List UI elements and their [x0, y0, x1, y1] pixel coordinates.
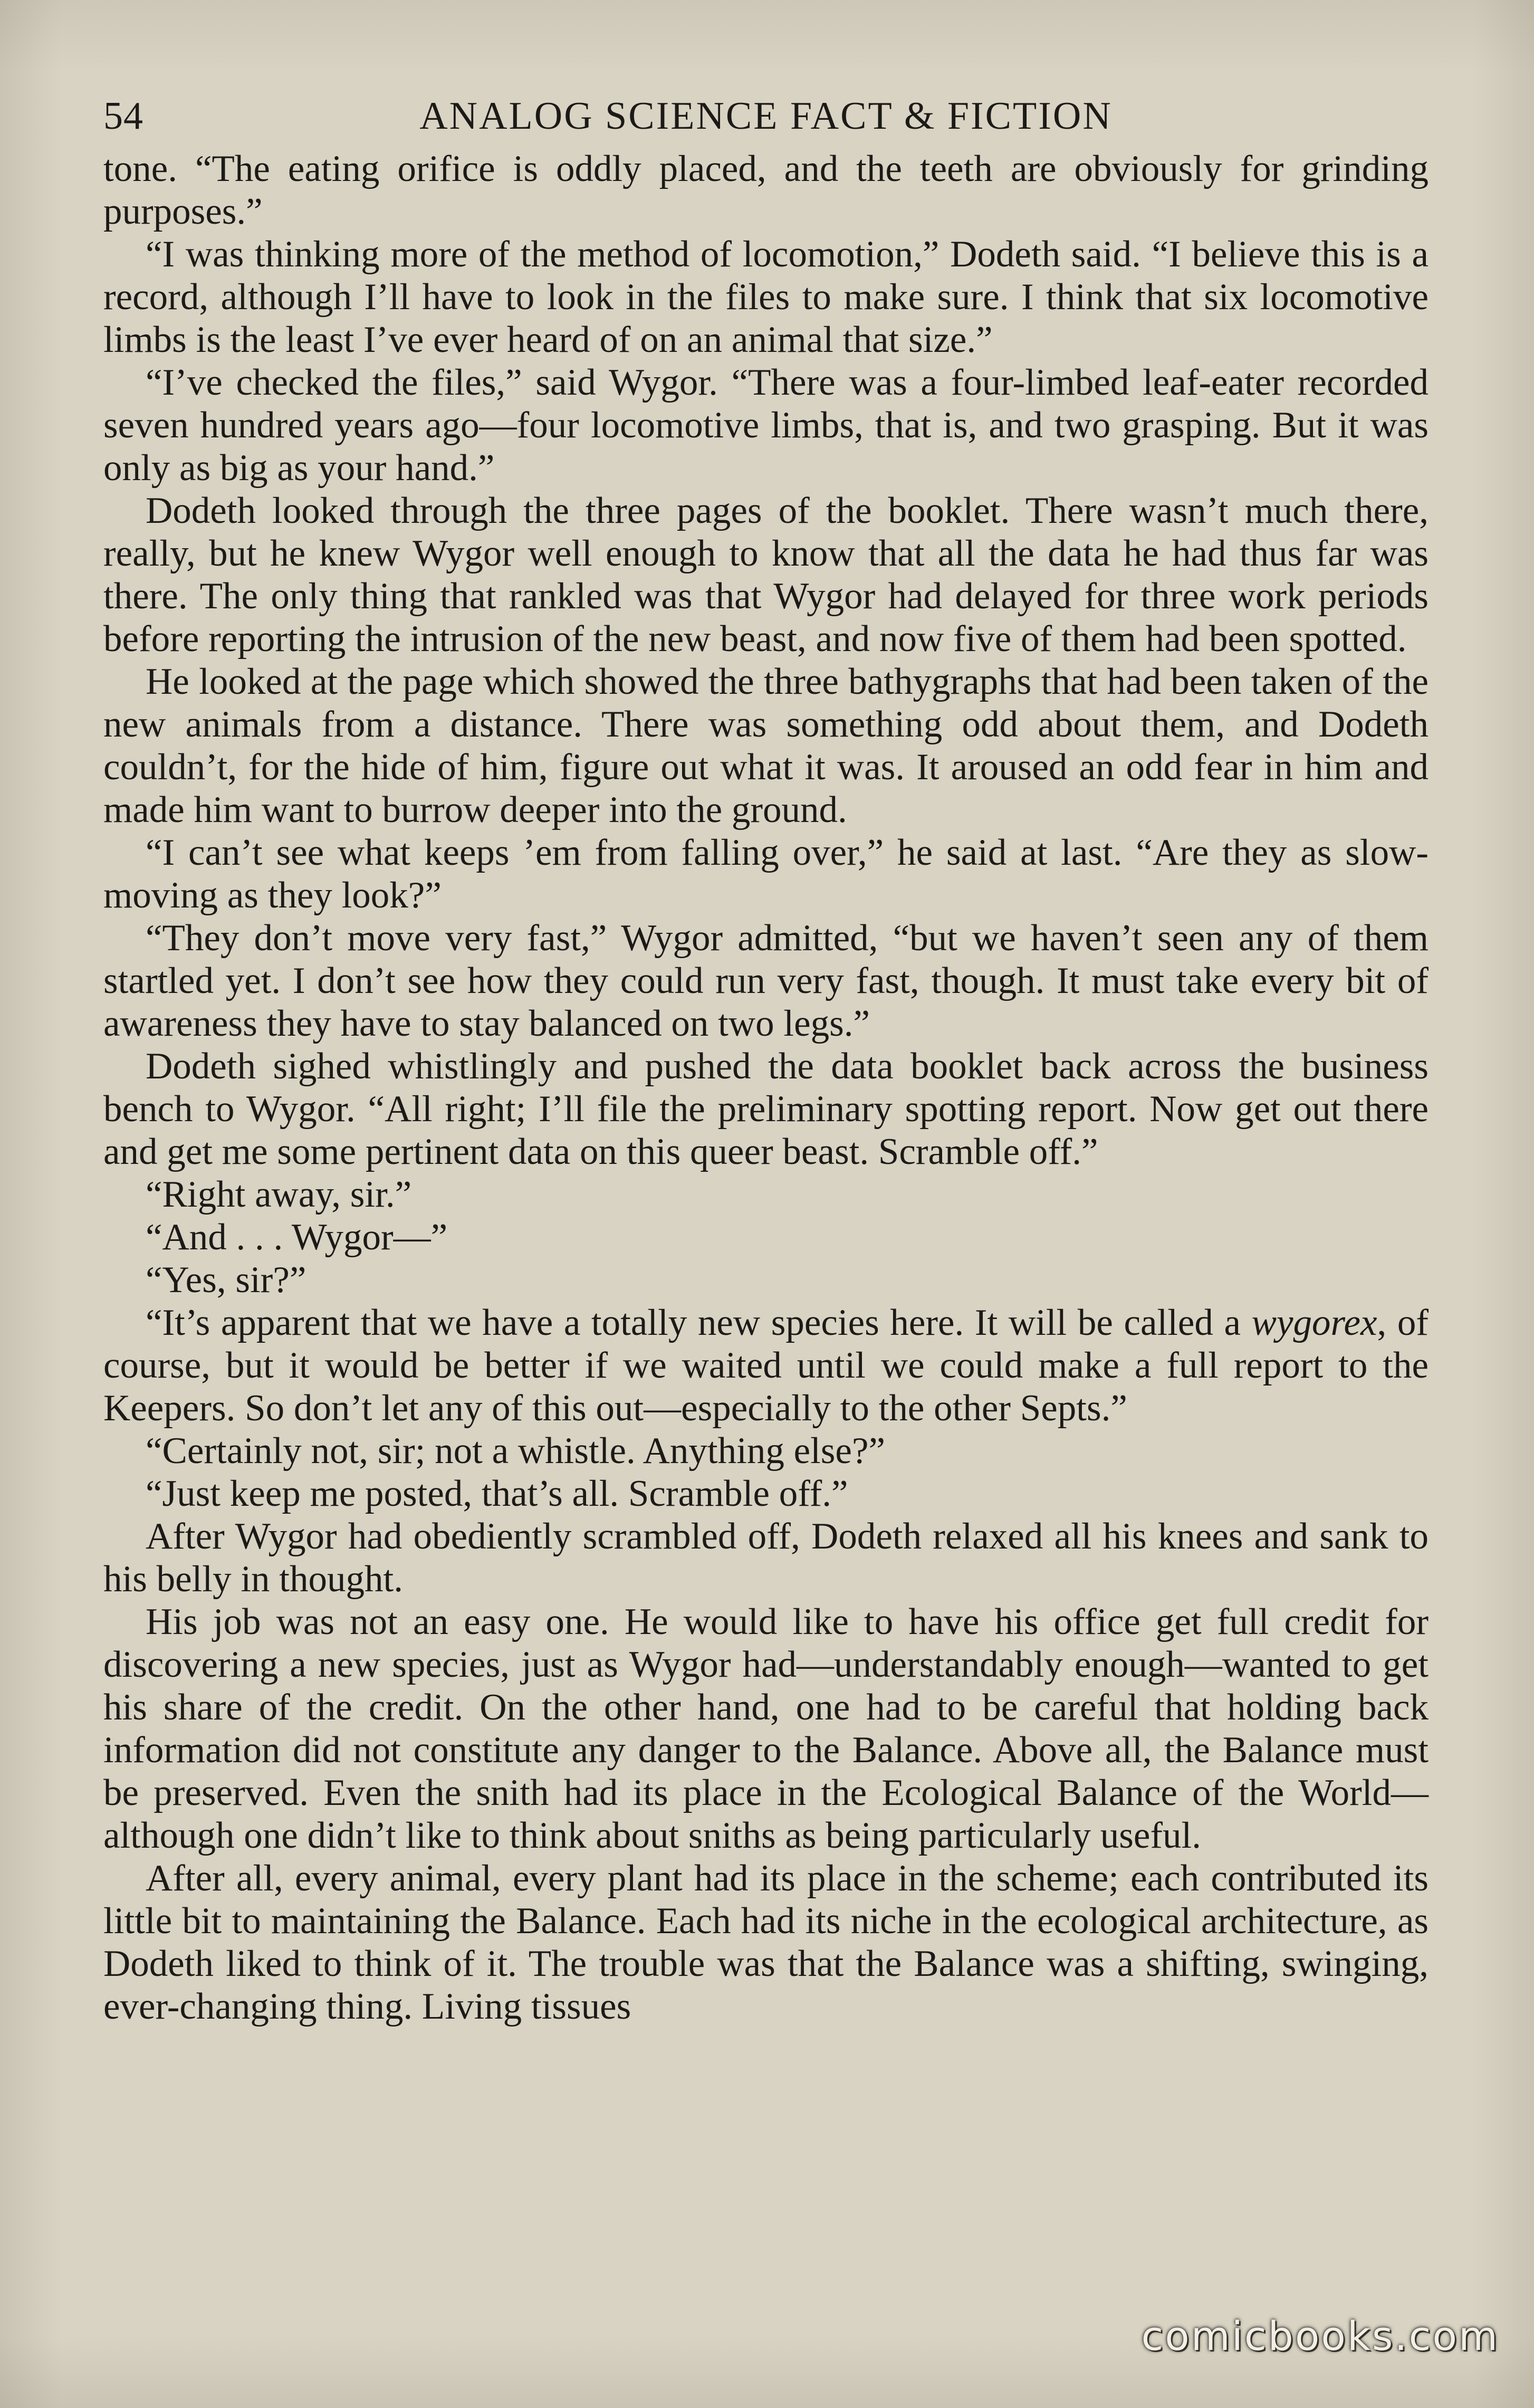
body-text — [103, 148, 1428, 2028]
paragraph: “I’ve checked the files,” said Wygor. “There was a four-limbed leaf-eater recorded seven hundred years ago—four locomotive limbs, that is, and two grasping. But it was only as big as your hand.” — [103, 362, 1428, 489]
paragraph — [103, 1302, 1428, 1430]
paragraph: After Wygor had obediently scrambled off, Dodeth relaxed all his knees and sank to his belly in thought. — [103, 1516, 1428, 1600]
paragraph: “Right away, sir.” — [146, 1174, 412, 1215]
paragraph: Dodeth sighed whistlingly and pushed the data booklet back across the business bench to Wygor. “All right; I’ll file the preliminary spotting report. Now get out there and get me some pertinent data on this queer beast. Scramble off.” — [103, 1046, 1428, 1172]
paragraph-text: , of course, but it would be better if we waited until we could make a full report to the Keepers. So don’t let any of this out—especially to the other Septs.” — [103, 1302, 1428, 1429]
paragraph: Dodeth looked through the three pages of the booklet. There wasn’t much there, really, but he knew Wygor well enough to know that all the data he had thus far was there. The only thing that rankled was that Wygor had delayed for three work periods before reporting the intrusion of the new beast, and now five of them had been spotted. — [103, 490, 1428, 660]
page-number: 54 — [103, 94, 143, 138]
running-title: ANALOG SCIENCE FACT & FICTION — [419, 94, 1113, 138]
paragraph: “They don’t move very fast,” Wygor admitted, “but we haven’t seen any of them startled yet. I don’t see how they could run very fast, though. It must take every bit of awareness they have to stay balanced on two legs.” — [103, 918, 1428, 1044]
paragraph: “Just keep me posted, that’s all. Scramble off.” — [146, 1473, 848, 1514]
paragraph: “I was thinking more of the method of locomotion,” Dodeth said. “I believe this is a record, although I’ll have to look in the files to make sure. I think that six locomotive limbs is the least I’ve ever heard of on an animal that size.” — [103, 234, 1428, 360]
paragraph: tone. “The eating orifice is oddly placed, and the teeth are obviously for grinding purposes.” — [103, 148, 1428, 232]
paragraph: “And . . . Wygor—” — [146, 1217, 448, 1258]
paragraph: “Yes, sir?” — [146, 1259, 306, 1301]
italic-species-name: wygorex — [1251, 1302, 1377, 1343]
paragraph: He looked at the page which showed the three bathygraphs that had been taken of the new animals from a distance. There was something odd about them, and Dodeth couldn’t, for the hide of him, figure out what it was. It aroused an odd fear in him and made him want to burrow deeper into the ground. — [103, 661, 1428, 830]
running-header — [103, 84, 1428, 148]
paragraph: “I can’t see what keeps ’em from falling over,” he said at last. “Are they as slow-moving as they look?” — [103, 832, 1428, 916]
paragraph: “Certainly not, sir; not a whistle. Anything else?” — [146, 1430, 885, 1471]
paragraph: His job was not an easy one. He would like to have his office get full credit for discovering a new species, just as Wygor had—understandably enough—wanted to get his share of the credit. On the other hand, one had to be careful that holding back information did not constitute any danger to the Balance. Above all, the Balance must be preserved. Even the snith had its place in the Ecological Balance of the World—although one didn’t like to think about sniths as being particularly useful. — [103, 1601, 1428, 1856]
page-text-block — [103, 84, 1428, 2327]
paragraph: After all, every animal, every plant had its place in the scheme; each contributed its little bit to maintaining the Balance. Each had its niche in the ecological architecture, as Dodeth liked to think of it. The trouble was that the Balance was a shifting, swinging, ever-changing thing. Living tissues — [103, 1858, 1428, 2027]
watermark: comicbooks.com — [1141, 2313, 1499, 2359]
paragraph-text: “It’s apparent that we have a totally new species here. It will be called a — [146, 1302, 1252, 1343]
